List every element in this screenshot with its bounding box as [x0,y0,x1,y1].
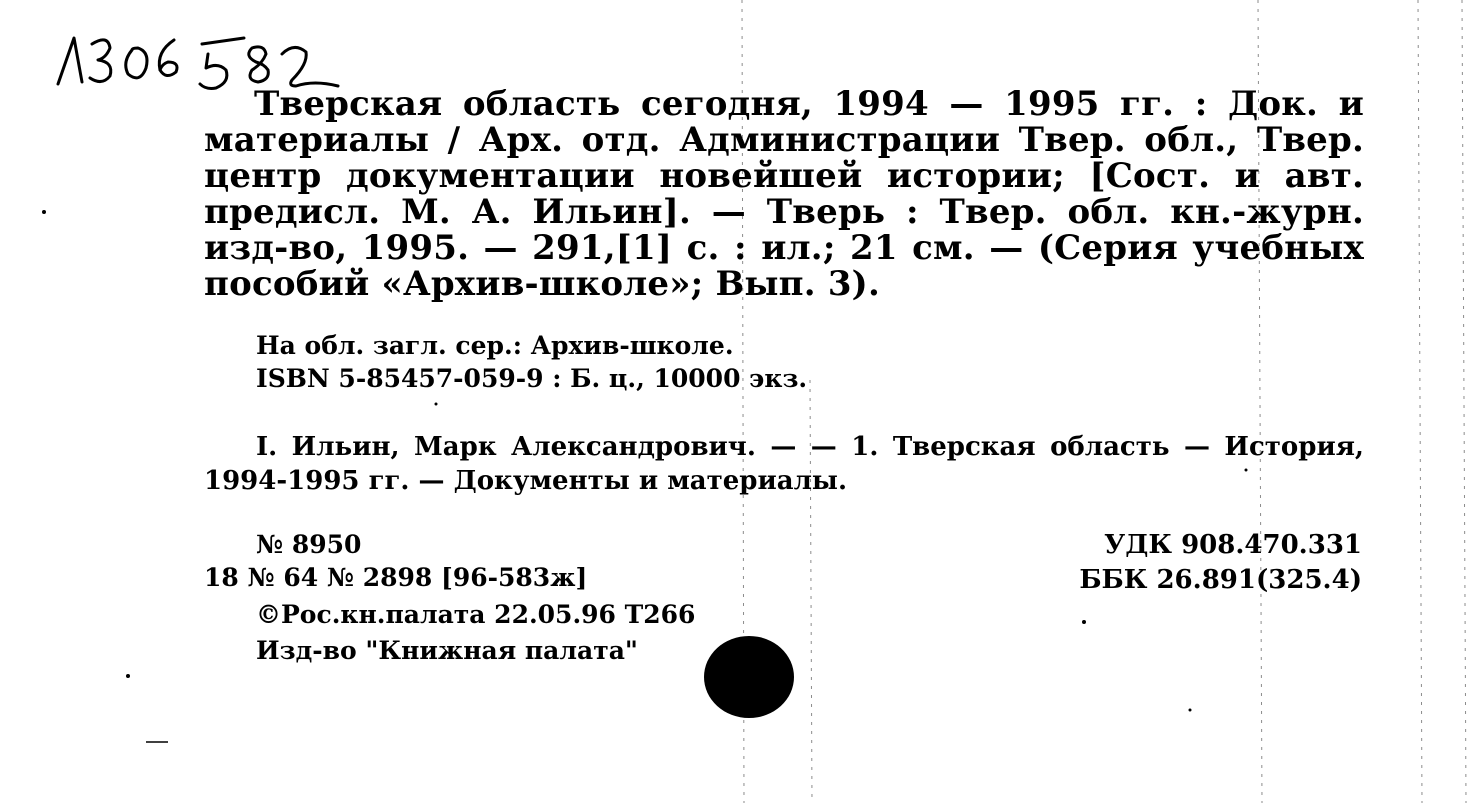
cover-title-note: На обл. загл. сер.: Архив-школе. [256,331,734,360]
publisher-line: Изд-во "Книжная палата" [256,636,638,665]
bbk-classification: ББК 26.891(325.4) [1079,565,1362,595]
record-number: № 8950 [256,530,362,559]
udk-classification: УДК 908.470.331 [1104,530,1362,560]
main-bibliographic-description: Тверская область сегодня, 1994 — 1995 гг. : Док. и материалы / Арх. отд. Администрации Твер. обл., Твер. центр документации новейшей истории; [Сост. и авт. предисл. М. А. Ильин]. — Тверь : Твер. обл. кн.-журн. изд-во, 1995. — 291,[1] с. : ил.; 21 см. — (Серия учебных пособий «Архив-школе»; Вып. 3). [204,84,1364,304]
copyright-line: ©Рос.кн.палата 22.05.96 Т266 [256,600,696,629]
punch-hole [704,636,794,718]
isbn-line: ISBN 5-85457-059-9 : Б. ц., 10000 экз. [256,364,808,393]
subject-tracings: I. Ильин, Марк Александрович. — — 1. Тверская область — История, 1994-1995 гг. — Документы и материалы. [204,432,1364,496]
series-numbers: 18 № 64 № 2898 [96-583ж] [204,563,588,592]
